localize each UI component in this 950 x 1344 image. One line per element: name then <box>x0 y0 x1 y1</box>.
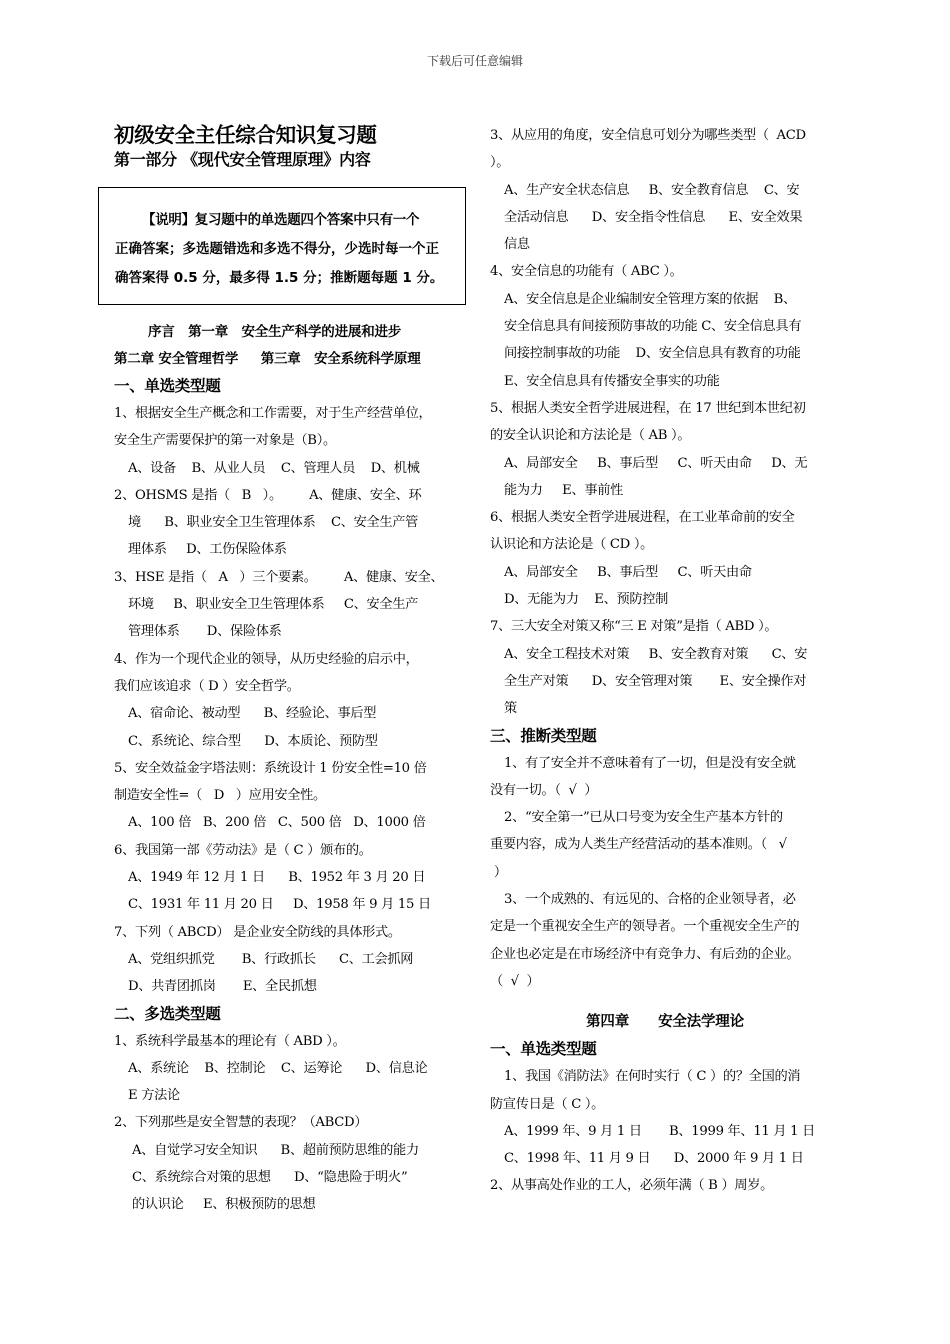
question-line: A、安全工程技术对策 B、安全教育对策 C、安 <box>504 646 808 662</box>
document-subtitle: 第一部分 《现代安全管理原理》内容 <box>114 150 371 169</box>
question-line: 5、根据人类安全哲学进展进程，在 17 世纪到本世纪初 <box>490 400 806 416</box>
question-line: 2、从事高处作业的工人，必须年满（ B ）周岁。 <box>490 1178 774 1194</box>
question-line: E 方法论 <box>128 1088 180 1104</box>
question-line: 3、从应用的角度，安全信息可划分为哪些类型（ ACD <box>490 128 806 143</box>
question-line: A、局部安全 B、事后型 C、听天由命 <box>504 564 752 580</box>
instruction-line: 确答案得 0.5 分，最多得 1.5 分；推断题每题 1 分。 <box>115 270 444 286</box>
question-line: ）。 <box>490 155 510 171</box>
question-line: 6、根据人类安全哲学进展进程，在工业革命前的安全 <box>490 510 795 526</box>
question-line: 1、系统科学最基本的理论有（ ABD ）。 <box>114 1033 346 1049</box>
question-line: 防宣传日是（ C ）。 <box>490 1096 605 1112</box>
question-line: 的认识论 E、积极预防的思想 <box>132 1197 316 1213</box>
question-line: 间接控制事故的功能 D、安全信息具有教育的功能 <box>504 346 801 362</box>
question-line: 7、三大安全对策又称“三 E 对策”是指（ ABD ）。 <box>490 619 778 635</box>
question-line: 安全信息具有间接预防事故的功能 C、安全信息具有 <box>504 319 802 335</box>
question-line: 能为力 E、事前性 <box>504 482 623 498</box>
question-line: 2、“安全第一”已从口号变为安全生产基本方针的 <box>504 810 783 826</box>
question-line: C、系统论、综合型 D、本质论、预防型 <box>128 733 378 749</box>
question-line: （ √ ） <box>490 973 540 989</box>
question-line: C、1931 年 11 月 20 日 D、1958 年 9 月 15 日 <box>128 897 431 913</box>
chapter-heading: 序言 第一章 安全生产科学的进展和进步 <box>148 324 402 340</box>
question-line: ） <box>490 864 507 880</box>
question-line: 信息 <box>504 237 530 253</box>
question-line: A、1999 年、9 月 1 日 B、1999 年、11 月 1 日 <box>504 1123 816 1139</box>
question-line: 5、安全效益金字塔法则：系统设计 1 份安全性=10 倍 <box>114 760 427 776</box>
document-title: 初级安全主任综合知识复习题 <box>114 123 377 147</box>
question-line: 1、根据安全生产概念和工作需要，对于生产经营单位， <box>114 406 432 421</box>
question-line: E、安全信息具有传播安全事实的功能 <box>504 373 720 389</box>
question-line: A、党组织抓党 B、行政抓长 C、工会抓网 <box>128 951 414 967</box>
question-line: 全活动信息 D、安全指令性信息 E、安全效果 <box>504 209 803 225</box>
question-line: 2、OHSMS 是指（ B ）。 A、健康、安全、环 <box>114 487 422 503</box>
question-line: 的安全认识论和方法论是（ AB ）。 <box>490 428 691 444</box>
question-line: 7、下列（ ABCD） 是企业安全防线的具体形式。 <box>114 924 401 940</box>
page-header: 下载后可任意编辑 <box>426 54 523 68</box>
question-line: 境 B、职业安全卫生管理体系 C、安全生产管 <box>128 515 419 531</box>
question-line: 理体系 D、工伤保险体系 <box>128 542 287 558</box>
question-line: 环境 B、职业安全卫生管理体系 C、安全生产 <box>128 597 419 613</box>
instruction-line: 正确答案；多选题错选和多选不得分，少选时每一个正 <box>115 241 439 257</box>
question-line: A、100 倍 B、200 倍 C、500 倍 D、1000 倍 <box>128 815 426 831</box>
chapter-4-heading: 第四章 安全法学理论 <box>586 1014 744 1031</box>
chapter-heading: 第二章 安全管理哲学 第三章 安全系统科学原理 <box>114 351 421 367</box>
question-line: A、自觉学习安全知识 B、超前预防思维的能力 <box>132 1142 419 1158</box>
question-line: 认识论和方法论是（ CD ）。 <box>490 537 654 553</box>
left-question-sections <box>114 373 468 1219</box>
question-line: 我们应该追求（ D ）安全哲学。 <box>114 678 300 694</box>
question-line: 1、我国《消防法》在何时实行（ C ）的？全国的消 <box>504 1069 801 1085</box>
question-line: A、局部安全 B、事后型 C、听天由命 D、无 <box>504 455 808 471</box>
instruction-box <box>98 187 466 305</box>
section-heading: 一、单选类型题 <box>490 1040 597 1059</box>
right-column <box>490 122 840 1200</box>
question-line: 2、下列那些是安全智慧的表现？（ABCD） <box>114 1115 368 1131</box>
question-line: 3、一个成熟的、有远见的、合格的企业领导者，必 <box>504 892 796 908</box>
question-line: 管理体系 D、保险体系 <box>128 624 282 640</box>
question-line: C、1998 年、11 月 9 日 D、2000 年 9 月 1 日 <box>504 1151 804 1167</box>
question-line: 全生产对策 D、安全管理对策 E、安全操作对 <box>504 673 807 689</box>
question-line: 企业也必定是在市场经济中有竞争力、有后劲的企业。 <box>490 946 800 962</box>
question-line: 3、HSE 是指（ A ）三个要素。 A、健康、安全、 <box>114 569 444 585</box>
question-line: 4、安全信息的功能有（ ABC ）。 <box>490 264 683 280</box>
question-line: 安全生产需要保护的第一对象是（B）。 <box>114 433 336 449</box>
right-question-blocks <box>490 122 840 995</box>
question-line: D、无能为力 E、预防控制 <box>504 592 669 608</box>
question-line: 6、我国第一部《劳动法》是（ C ）颁布的。 <box>114 842 372 858</box>
question-line: A、设备 B、从业人员 C、管理人员 D、机械 <box>128 460 420 476</box>
question-line: C、系统综合对策的思想 D、“隐患险于明火” <box>132 1170 408 1186</box>
question-line: 1、有了安全并不意味着有了一切，但是没有安全就 <box>504 755 796 771</box>
question-line: 没有一切。（ √ ） <box>490 782 598 798</box>
chapter-4-section <box>490 1036 840 1199</box>
question-line: A、生产安全状态信息 B、安全教育信息 C、安 <box>504 182 800 198</box>
instruction-line: 【说明】复习题中的单选题四个答案中只有一个 <box>142 212 420 228</box>
question-line: 重要内容，成为人类生产经营活动的基本准则。（ √ <box>490 837 787 853</box>
question-line: 4、作为一个现代企业的领导，从历史经验的启示中， <box>114 651 419 667</box>
question-line: A、宿命论、被动型 B、经验论、事后型 <box>128 706 377 722</box>
question-line: D、共青团抓岗 E、全民抓想 <box>128 979 317 995</box>
left-column <box>114 122 468 1219</box>
question-line: A、系统论 B、控制论 C、运筹论 D、信息论 <box>128 1060 428 1076</box>
question-line: 定是一个重视安全生产的领导者。一个重视安全生产的 <box>490 919 800 935</box>
question-line: 制造安全性=（ D ）应用安全性。 <box>114 788 326 804</box>
question-line: A、安全信息是企业编制安全管理方案的依据 B、 <box>504 291 796 307</box>
section-heading: 一、单选类型题 <box>114 377 221 395</box>
question-line: 策 <box>504 701 517 717</box>
section-heading: 三、推断类型题 <box>490 726 597 745</box>
section-heading: 二、多选类型题 <box>114 1004 221 1023</box>
question-line: A、1949 年 12 月 1 日 B、1952 年 3 月 20 日 <box>128 870 426 886</box>
